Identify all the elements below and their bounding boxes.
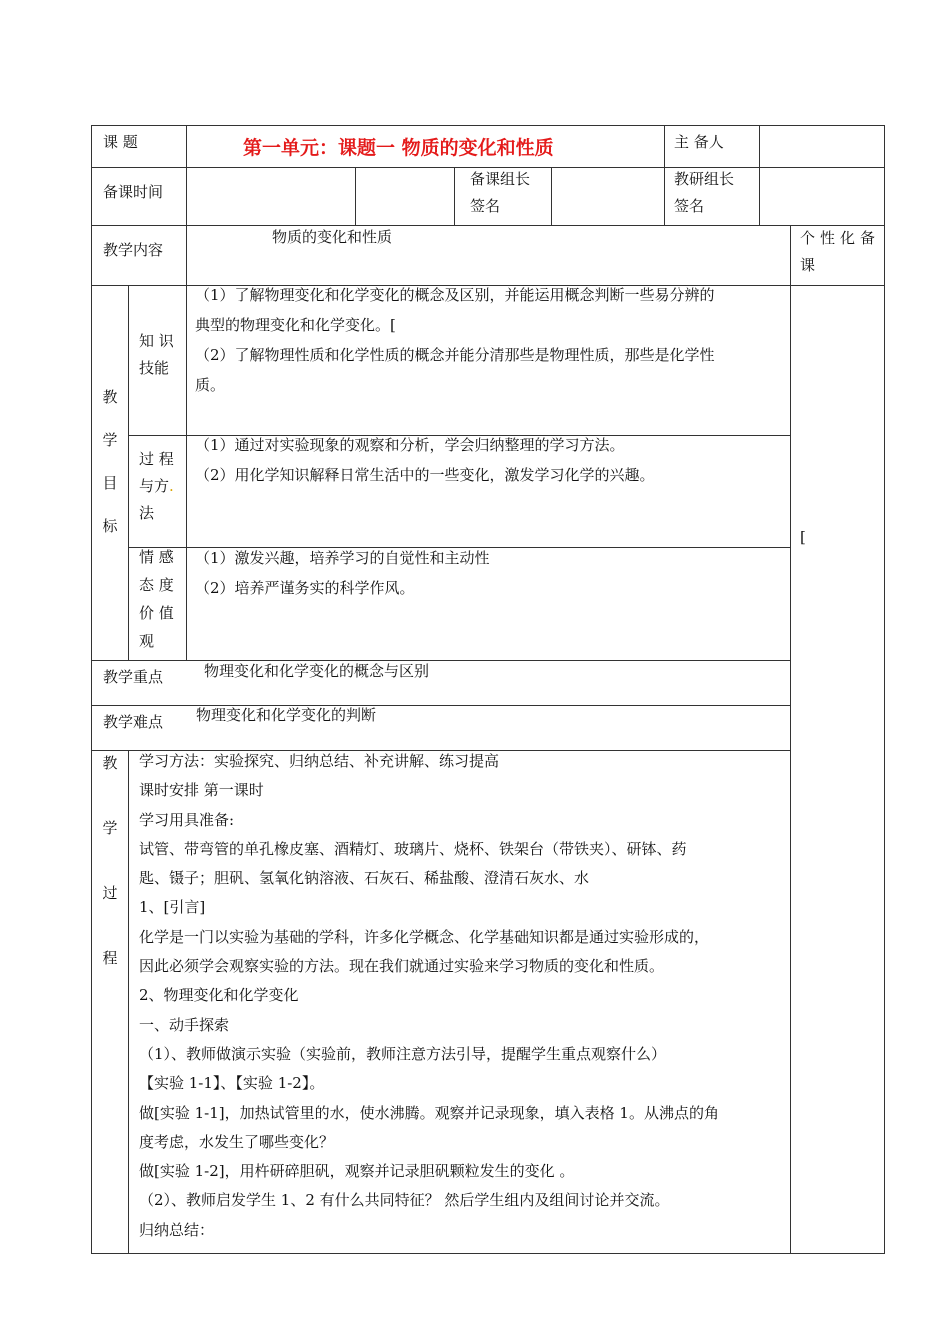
process-line: 做[实验 1-1]，加热试管里的水，使水沸腾。观察并记录现象，填入表格 1。从沸点的角 xyxy=(139,1103,719,1122)
objectives-label xyxy=(100,387,120,559)
knowledge-label-2: 技能 xyxy=(139,359,170,377)
process-section-char: 教 xyxy=(102,754,118,772)
process-line: 【实验 1-1】、【实验 1-2】。 xyxy=(139,1074,325,1093)
attitude-label-3: 价 值 xyxy=(139,604,174,622)
difficulty-value: 物理变化和化学变化的判断 xyxy=(196,706,377,724)
key-point-label: 教学重点 xyxy=(103,668,164,686)
lesson-title: 第一单元：课题一 物质的变化和性质 xyxy=(243,137,554,159)
knowledge-line: （1）了解物理变化和化学变化的概念及区别，并能运用概念判断一些易分辨的 xyxy=(195,286,715,304)
rule-obj-inner xyxy=(186,285,187,660)
attitude-line: （1）激发兴趣，培养学习的自觉性和主动性 xyxy=(195,549,490,567)
rule-right xyxy=(884,125,885,1254)
objectives-label-char: 目 xyxy=(102,474,118,492)
process-line: 归纳总结： xyxy=(139,1220,215,1239)
content-label: 教学内容 xyxy=(103,241,164,259)
rule-row1 xyxy=(91,167,885,168)
process-section-char: 程 xyxy=(102,949,118,967)
group-leader-sign-label: 签名 xyxy=(470,197,501,215)
process-section-text xyxy=(139,747,719,1245)
attitude-label-4: 观 xyxy=(139,632,155,650)
rule-row2 xyxy=(91,225,885,226)
rule-col-e xyxy=(759,125,760,225)
personal-label: 个性化备 xyxy=(800,229,881,247)
process-section-label xyxy=(100,753,120,1013)
rule-bottom xyxy=(91,1253,885,1254)
process-line: 因此必须学会观察实验的方法。现在我们就通过实验来学习物质的变化和性质。 xyxy=(139,957,665,976)
knowledge-label: 知 识 xyxy=(139,332,174,350)
process-label-2-text: 与方 xyxy=(139,477,170,495)
process-section-char: 过 xyxy=(102,884,118,902)
process-line: （1）、教师做演示实验（实验前，教师注意方法引导，提醒学生重点观察什么） xyxy=(139,1044,667,1063)
process-line: 化学是一门以实验为基础的学科，许多化学概念、化学基础知识都是通过实验形成的， xyxy=(139,927,710,946)
process-label-3: 法 xyxy=(139,504,155,522)
process-line: （2）、教师启发学生 1、2 有什么共同特征？ 然后学生组内及组间讨论并交流。 xyxy=(139,1191,670,1210)
rule-col-label xyxy=(186,125,187,285)
rule-top xyxy=(91,125,885,126)
personal-label-2: 课 xyxy=(800,256,816,274)
knowledge-line: （2）了解物理性质和化学性质的概念并能分清那些是物理性质，那些是化学性 xyxy=(195,346,715,364)
rule-col-c xyxy=(551,167,552,225)
process-line: 一、动手探索 xyxy=(139,1015,230,1034)
rule-proc xyxy=(128,750,129,1254)
rule-col-b xyxy=(454,167,455,225)
process-line: 课时安排 第一课时 xyxy=(139,781,264,800)
process-label: 过 程 xyxy=(139,450,174,468)
objectives-label-char: 学 xyxy=(102,431,118,449)
attitude-label: 情 感 xyxy=(139,548,174,566)
content-value: 物质的变化和性质 xyxy=(272,228,393,246)
process-line: （2）用化学知识解释日常生活中的一些变化，激发学习化学的兴趣。 xyxy=(195,466,655,484)
rule-col-a xyxy=(355,167,356,225)
process-line: 学习方法：实验探究、归纳总结、补充讲解、练习提高 xyxy=(139,752,500,770)
process-line: 做[实验 1-2]，用杵研碎胆矾，观察并记录胆矾颗粒发生的变化 。 xyxy=(139,1162,575,1181)
rule-obj-outer xyxy=(128,285,129,660)
process-line: 度考虑，水发生了哪些变化？ xyxy=(139,1132,335,1151)
topic-label: 课 题 xyxy=(103,133,138,151)
personal-mark: [ xyxy=(800,528,806,546)
objectives-label-char: 标 xyxy=(102,517,118,535)
stray-dot: . xyxy=(169,477,174,495)
group-leader-label: 备课组长 xyxy=(470,170,531,188)
lead-preparer-label: 主 备人 xyxy=(674,133,724,151)
rule-personal xyxy=(790,225,791,1254)
process-line: 1、[引言] xyxy=(139,898,206,917)
knowledge-line: 质。 xyxy=(195,376,226,394)
process-line: （1）通过对实验现象的观察和分析，学会归纳整理的学习方法。 xyxy=(195,436,625,454)
prep-time-label: 备课时间 xyxy=(103,183,164,201)
process-text xyxy=(195,430,655,490)
attitude-text xyxy=(195,543,490,603)
attitude-line: （2）培养严谨务实的科学作风。 xyxy=(195,579,415,597)
key-point-value: 物理变化和化学变化的概念与区别 xyxy=(204,662,430,680)
rule-left xyxy=(91,125,92,1254)
rule-col-d xyxy=(664,125,665,225)
difficulty-label: 教学难点 xyxy=(103,713,164,731)
rule-obj-end xyxy=(91,660,790,661)
research-leader-label: 教研组长 xyxy=(674,170,735,188)
objectives-label-char: 教 xyxy=(102,388,118,406)
process-line: 学习用具准备: xyxy=(139,810,235,829)
knowledge-line: 典型的物理变化和化学变化。[ xyxy=(195,316,396,334)
knowledge-text xyxy=(195,280,715,400)
process-line: 2、物理变化和化学变化 xyxy=(139,986,299,1005)
process-label-2 xyxy=(139,476,174,496)
attitude-label-2: 态 度 xyxy=(139,576,174,594)
process-line: 试管、带弯管的单孔橡皮塞、酒精灯、玻璃片、烧杯、铁架台（带铁夹）、研钵、药 xyxy=(139,839,687,858)
research-leader-sign-label: 签名 xyxy=(674,197,705,215)
process-section-char: 学 xyxy=(102,819,118,837)
process-line: 匙、镊子；胆矾、氢氧化钠溶液、石灰石、稀盐酸、澄清石灰水、水 xyxy=(139,869,590,888)
